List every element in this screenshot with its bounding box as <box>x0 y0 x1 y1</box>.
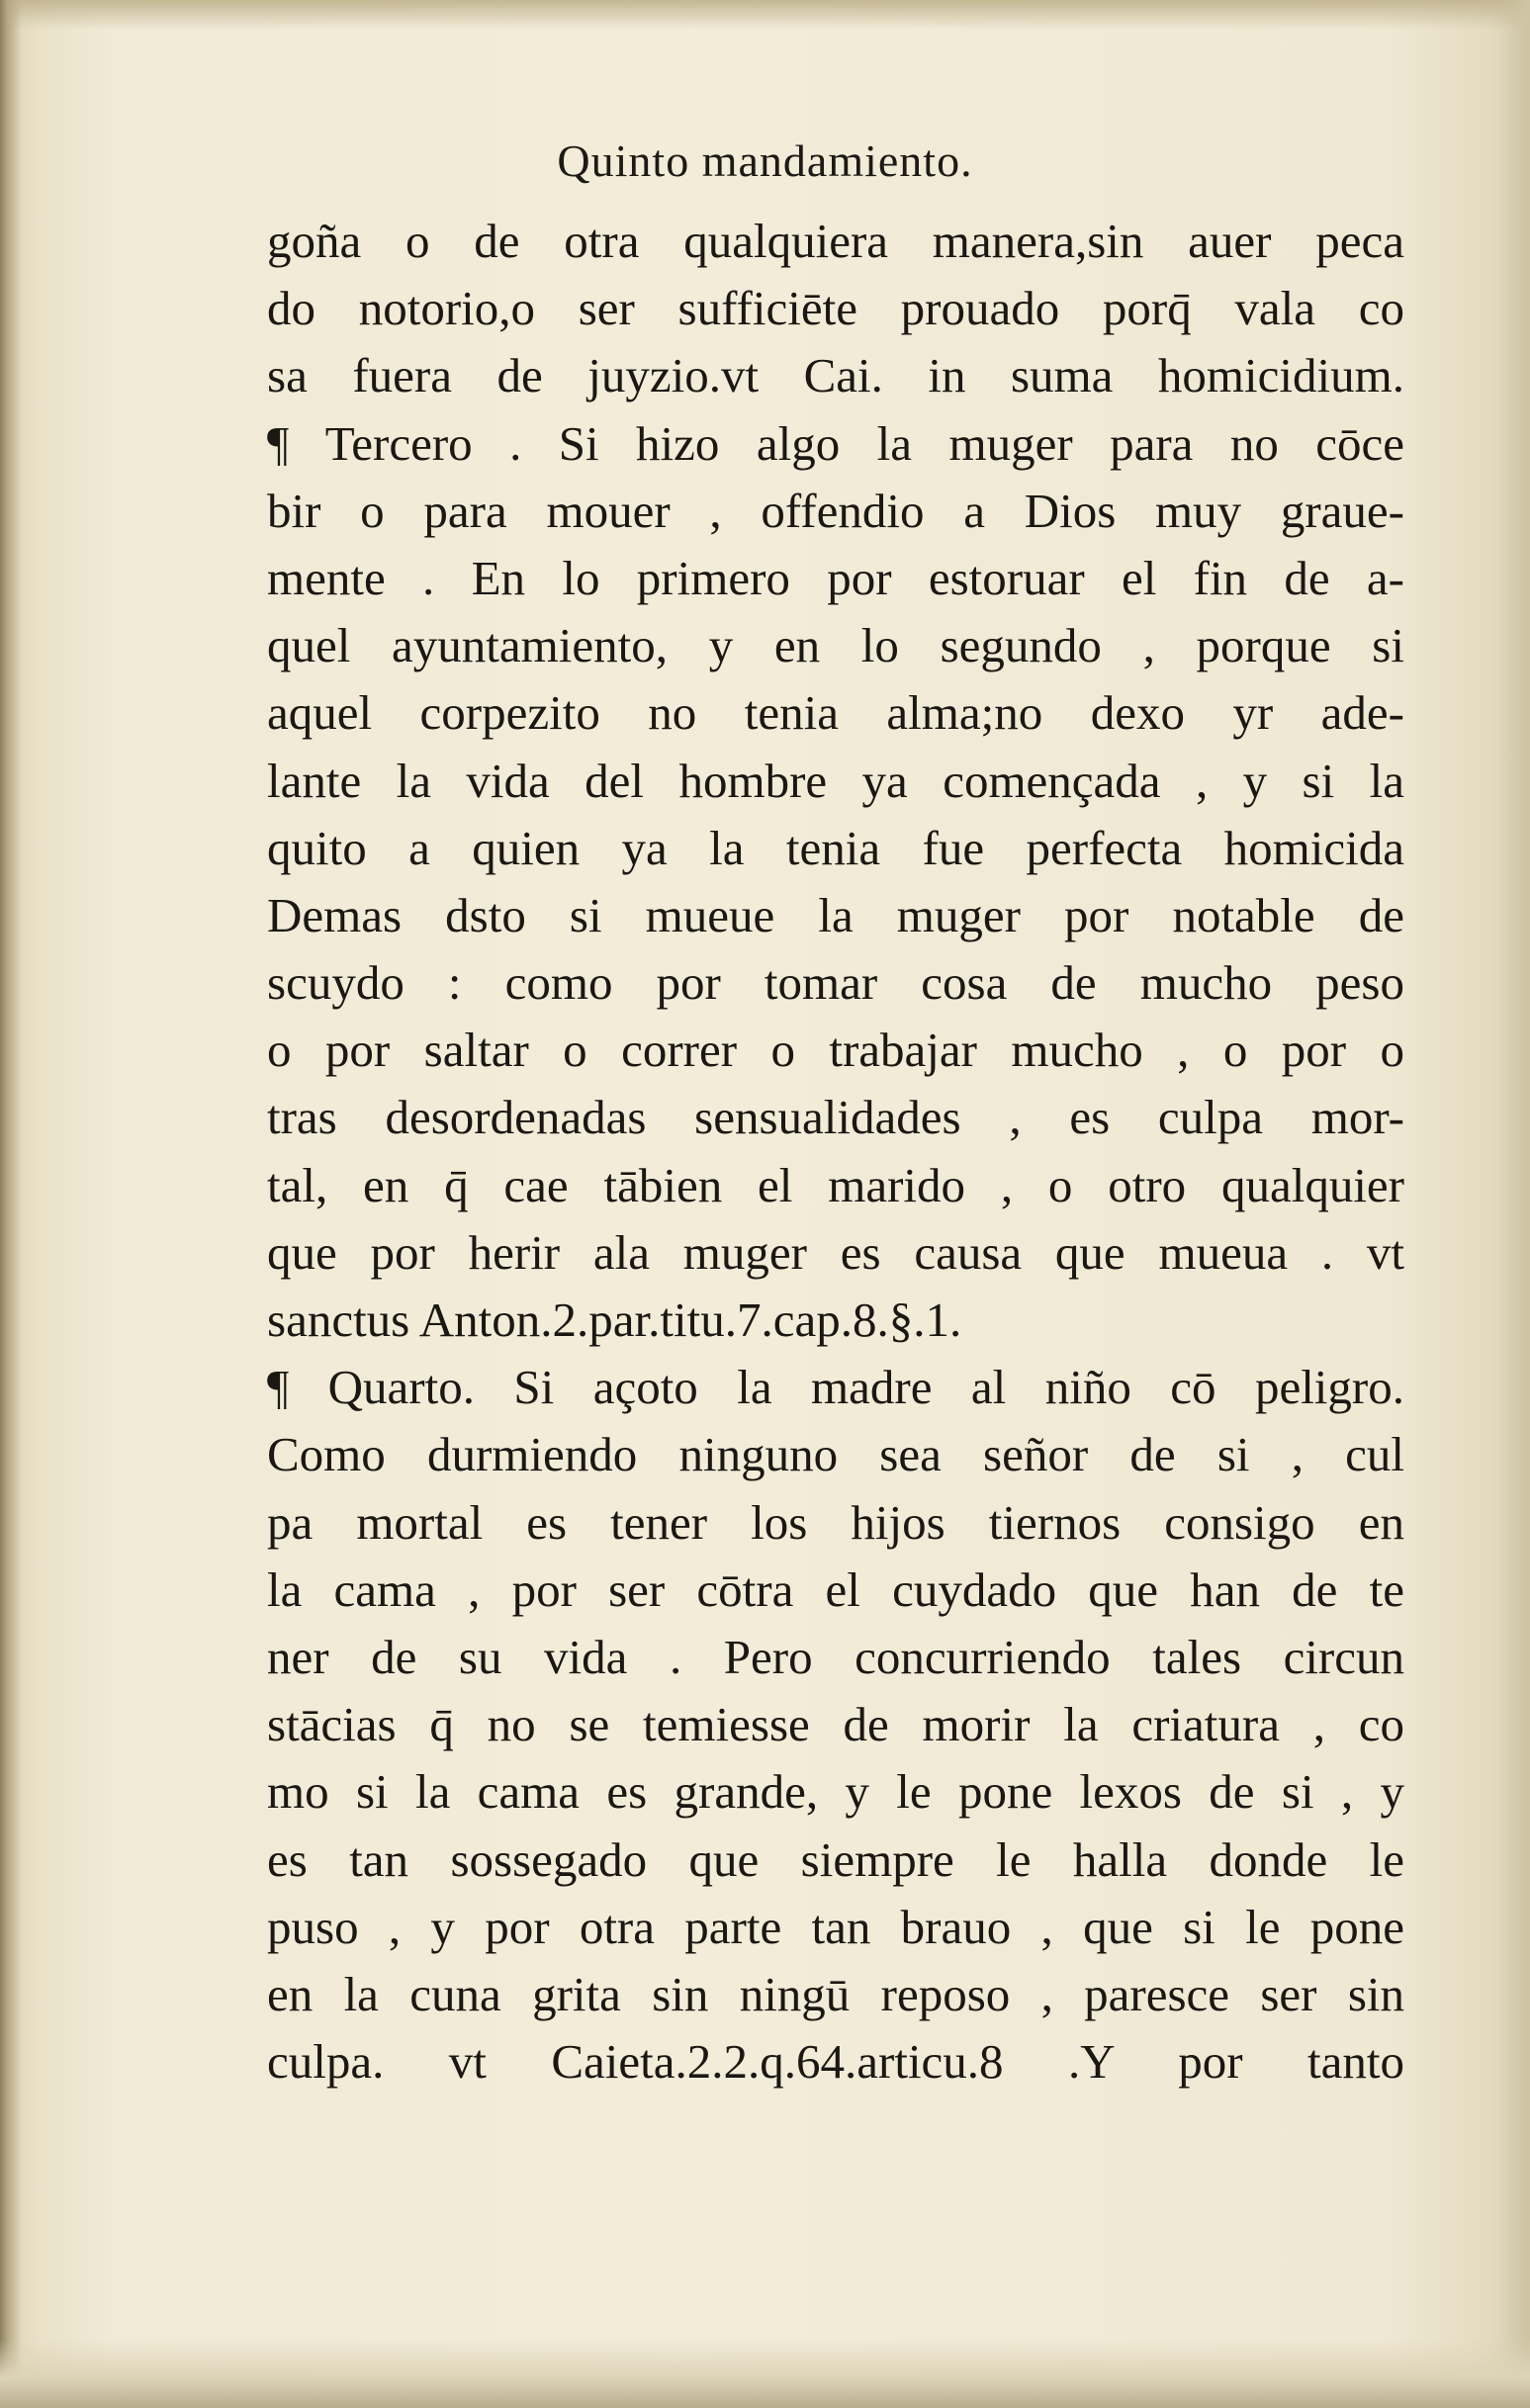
text-line: lante la vida del hombre ya començada , y si la <box>267 753 1404 808</box>
text-line: tras desordenadas sensualidades , es culpa mor- <box>267 1090 1404 1145</box>
running-head: Quinto mandamiento. <box>557 135 973 186</box>
text-line: puso , y por otra parte tan brauo , que si le pone <box>267 1899 1404 1954</box>
text-line: ner de su vida . Pero concurriendo tales circun <box>267 1629 1404 1684</box>
text-line: mente . En lo primero por estoruar el fin de a- <box>267 550 1404 605</box>
text-line: Demas dsto si mueue la muger por notable de <box>267 887 1404 942</box>
text-line: tal, en q̄ cae tābien el marido , o otro qualquier <box>267 1157 1404 1212</box>
text-line: culpa. vt Caieta.2.2.q.64.articu.8 .Y por tanto <box>267 2034 1404 2090</box>
text-line: es tan sossegado que siempre le halla donde le <box>267 1831 1404 1887</box>
text-line: o por saltar o correr o trabajar mucho , o por o <box>267 1023 1404 1078</box>
text-line: la cama , por ser cōtra el cuydado que han de te <box>267 1561 1404 1617</box>
text-line: pa mortal es tener los hijos tiernos consigo en <box>267 1494 1404 1550</box>
text-line: ¶ Quarto. Si açoto la madre al niño cō peligro. <box>267 1360 1404 1415</box>
text-line: aquel corpezito no tenia alma;no dexo yr ade- <box>267 685 1404 741</box>
text-line: mo si la cama es grande, y le pone lexos de si , y <box>267 1764 1404 1820</box>
page-bottom-edge <box>0 2339 1530 2408</box>
text-line: stācias q̄ no se temiesse de morir la criatura , co <box>267 1697 1404 1752</box>
text-line: Como durmiendo ninguno sea señor de si , cul <box>267 1427 1404 1482</box>
text-line: que por herir ala muger es causa que mueua . vt <box>267 1224 1404 1280</box>
text-line: quito a quien ya la tenia fue perfecta homicida <box>267 820 1404 875</box>
text-line: scuydo : como por tomar cosa de mucho peso <box>267 955 1404 1011</box>
text-line: goña o de otra qualquiera manera,sin auer peca <box>267 214 1404 268</box>
text-line: sanctus Anton.2.par.titu.7.cap.8.§.1. <box>267 1293 962 1347</box>
text-line: bir o para mouer , offendio a Dios muy graue- <box>267 483 1404 538</box>
page-top-edge <box>0 0 1530 30</box>
text-line: en la cuna grita sin ningū reposo , paresce ser sin <box>267 1966 1404 2021</box>
text-line: sa fuera de juyzio.vt Cai. in suma homicidium. <box>267 348 1404 403</box>
body-text <box>267 208 1404 2096</box>
text-line: quel ayuntamiento, y en lo segundo , porque si <box>267 618 1404 673</box>
text-line: do notorio,o ser sufficiēte prouado porq̄ vala co <box>267 281 1404 336</box>
text-line: ¶ Tercero . Si hizo algo la muger para no cōce <box>267 415 1404 471</box>
binding-gutter <box>0 0 22 2408</box>
page-right-edge <box>1500 0 1530 2408</box>
